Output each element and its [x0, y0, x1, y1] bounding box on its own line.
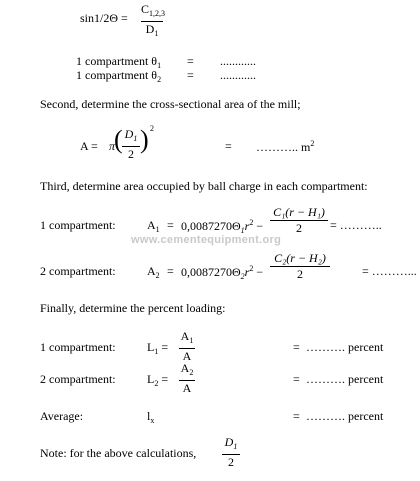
sin-numerator-sub: 1,2,3	[149, 9, 166, 18]
ball-charge-expr: $0,0087270\Theta_1r^2$ −	[181, 218, 264, 235]
ball-charge-lhs: A	[147, 218, 156, 232]
loading-equals: =	[293, 372, 300, 386]
ball-charge-lhs: A	[147, 264, 156, 278]
angle-label: 1 compartment θ	[76, 68, 158, 82]
angle-value: ............	[220, 54, 256, 68]
paragraph-finally: Finally, determine the percent loading:	[40, 301, 226, 315]
sin-denominator: D	[145, 22, 155, 36]
loading-fraction: $A_2$ A	[180, 361, 194, 395]
area-fraction	[122, 128, 140, 161]
loading-lhs: L	[147, 340, 155, 354]
loading-equals: =	[293, 340, 300, 354]
average-value: ………. percent	[306, 409, 384, 423]
right-paren: )	[140, 125, 149, 154]
angle-sub: 1	[157, 61, 162, 70]
ball-charge-value: = ………...	[362, 264, 417, 278]
loading-lhs: L	[147, 372, 155, 386]
average-label: Average:	[40, 409, 84, 423]
ball-charge-expr: $0,0087270\Theta_2r^2$ −	[181, 264, 264, 281]
area-frac-num-sub: 1	[133, 134, 138, 143]
sin-numerator: C	[141, 2, 150, 16]
average-symbol: l	[147, 409, 151, 423]
sin-fraction	[141, 2, 166, 40]
loading-fraction: $A_1$ A	[180, 329, 194, 363]
note-text: Note: for the above calculations,	[40, 446, 197, 460]
area-value: ……….. $m^2$	[256, 139, 315, 154]
sin-lhs: sin1/2Θ =	[80, 11, 128, 25]
ball-charge-value: = ………..	[330, 218, 382, 232]
loading-label: 2 compartment:	[40, 372, 116, 386]
angle-label: 1 compartment θ	[76, 54, 158, 68]
loading-value: ………. percent	[306, 372, 384, 386]
average-equals: =	[293, 409, 300, 423]
ball-charge-fraction: C₂(r − H₂) 2	[270, 252, 330, 281]
note-fraction: $D_1$ 2	[222, 436, 240, 469]
ball-charge-equals: =	[167, 264, 174, 278]
area-frac-num: D	[124, 127, 134, 141]
area-equals: =	[225, 139, 232, 153]
ball-charge-fraction: C₁(r − H₁) 2	[270, 206, 328, 235]
angle-equals: =	[187, 68, 194, 82]
area-exponent: 2	[150, 124, 154, 133]
paragraph-second: Second, determine the cross-sectional area of the mill;	[40, 97, 301, 111]
watermark-text: www.cementequipment.org	[131, 234, 282, 246]
area-unit-sup: 2	[310, 139, 315, 148]
left-paren: (	[114, 125, 123, 154]
angle-value: ............	[220, 68, 256, 82]
area-lhs: A =	[80, 139, 98, 153]
angle-sub: 2	[157, 75, 162, 84]
paragraph-third: Third, determine area occupied by ball charge in each compartment:	[40, 179, 368, 193]
loading-value: ………. percent	[306, 340, 384, 354]
angle-equals: =	[187, 54, 194, 68]
sin-denominator-sub: 1	[154, 29, 159, 38]
ball-charge-equals: =	[167, 218, 174, 232]
ball-charge-label: 2 compartment:	[40, 264, 116, 278]
ball-charge-label: 1 compartment:	[40, 218, 116, 232]
area-frac-den: 2	[128, 147, 134, 161]
loading-label: 1 compartment:	[40, 340, 116, 354]
area-pi: π	[109, 139, 116, 153]
